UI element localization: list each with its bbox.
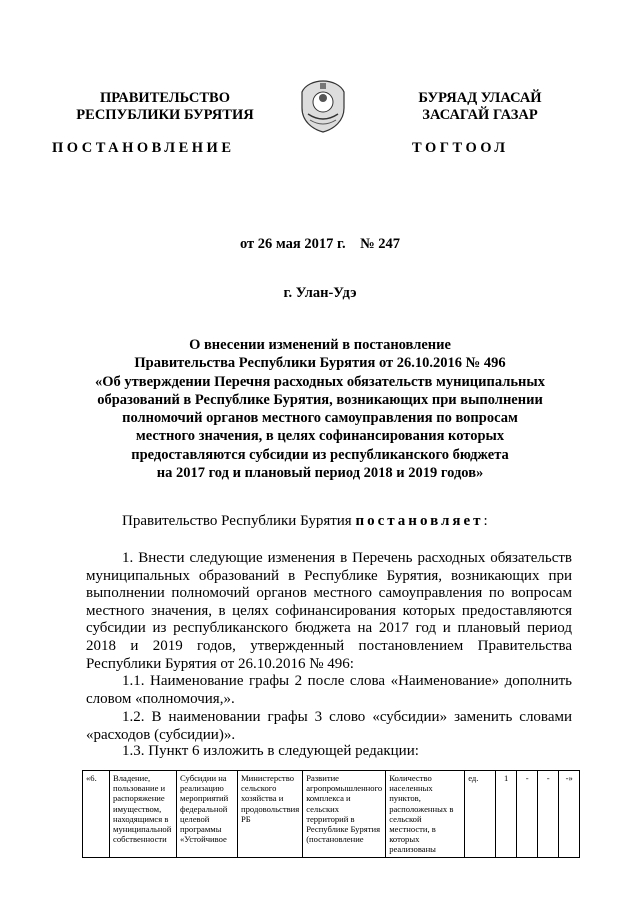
city: г. Улан-Удэ — [283, 285, 357, 301]
table-cell: Владение, пользование и распоряжение имуществом, находящимся в муниципальной собственности — [110, 771, 177, 858]
paragraph-1-3: 1.3. Пункт 6 изложить в следующей редакции: — [122, 743, 419, 759]
title-line: полномочий органов местного самоуправления по вопросам — [122, 410, 518, 427]
title-line: предоставляются субсидии из республиканского бюджета — [131, 446, 509, 463]
title-line: «Об утверждении Перечня расходных обязательств муниципальных — [95, 373, 545, 390]
header-left-line1: ПРАВИТЕЛЬСТВО — [100, 90, 230, 106]
title-line: Правительства Республики Бурятия от 26.10.2016 № 496 — [134, 355, 506, 372]
table-cell: ед. — [465, 771, 496, 858]
paragraph-1-2: 1.2. В наименовании графы 3 слово «субсидии» заменить словами «расходов (субсидии)». — [86, 709, 572, 743]
preamble-emph: постановляет — [355, 513, 484, 529]
preamble-tail: : — [483, 513, 488, 529]
coat-of-arms-icon — [296, 78, 350, 134]
table-cell: - — [517, 771, 538, 858]
table-cell: Развитие агропромышленного комплекса и сельских территорий в Республике Бурятия (постановление — [303, 771, 386, 858]
paragraph-1-1: 1.1. Наименование графы 2 после слова «Наименование» дополнить словом «полномочия,». — [86, 673, 572, 707]
preamble-text: Правительство Республики Бурятия — [122, 513, 356, 529]
decree-type-bua: ТОГТООЛ — [412, 140, 509, 156]
title-line: образований в Республике Бурятия, возникающих при выполнении — [97, 391, 543, 408]
header-left-line2: РЕСПУБЛИКИ БУРЯТИЯ — [76, 107, 254, 123]
preamble — [122, 513, 488, 530]
paragraph-1: 1. Внести следующие изменения в Перечень расходных обязательств муниципальных образований в Республике Бурятия, возникающих при выполнении полномочий органов местного самоуправления по вопросам местного значения, в целях софинансирования которых предоставляются субсидии из республиканского бюджета на 2017 год и плановый период 2018 и 2019 годов, утвержденный постановлением Правительства Республики Бурятия от 26.10.2016 № 496: — [86, 550, 572, 672]
table-cell: Количество населенных пунктов, расположенных в сельской местности, в которых реализованы — [386, 771, 465, 858]
title-line: местного значения, в целях софинансирования которых — [135, 428, 505, 445]
table-cell: Министерство сельского хозяйства и продовольствия РБ — [238, 771, 303, 858]
table-row — [83, 771, 580, 858]
decree-type-ru: ПОСТАНОВЛЕНИЕ — [52, 140, 235, 156]
table-cell: «6. — [83, 771, 110, 858]
table-cell: -» — [559, 771, 580, 858]
header-right-line1: БУРЯАД УЛАСАЙ — [418, 90, 542, 106]
title-line: на 2017 год и плановый период 2018 и 2019 годов» — [156, 465, 484, 482]
amendment-table — [82, 770, 580, 858]
table-cell: Субсидии на реализацию мероприятий федеральной целевой программы «Устойчивое — [177, 771, 238, 858]
title-line: О внесении изменений в постановление — [189, 337, 451, 353]
header-right-line2: ЗАСАГАЙ ГАЗАР — [422, 107, 538, 123]
decree-title — [70, 336, 570, 482]
decree-date-number: от 26 мая 2017 г. № 247 — [239, 236, 401, 252]
header-left — [40, 90, 290, 124]
table-cell: - — [538, 771, 559, 858]
table-cell: 1 — [496, 771, 517, 858]
header-right — [355, 90, 605, 124]
